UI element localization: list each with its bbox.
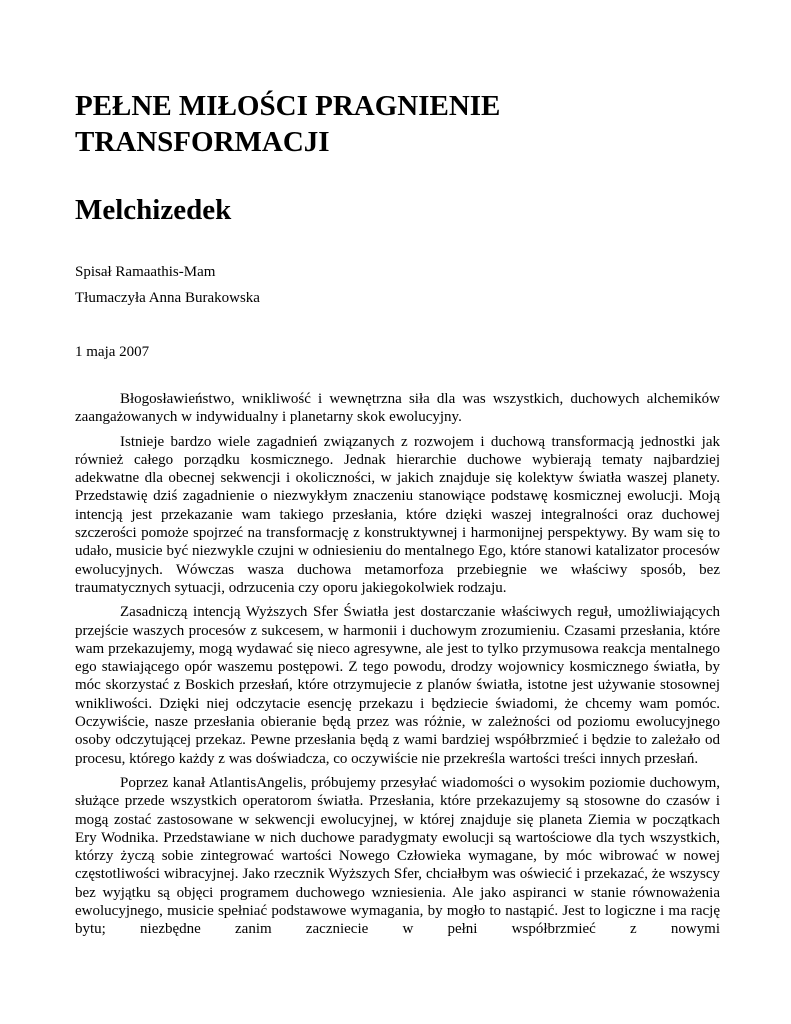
- paragraph-4: Poprzez kanał AtlantisAngelis, próbujemy przesyłać wiadomości o wysokim poziomie duchowym, służące przede wszystkich operatorom światła. Przesłania, które przekazujemy są stosowne do czasów i mogą zostać zastosowane w sekwencji ewolucyjnej, w której znajduje się planeta Ziemia w początkach Ery Wodnika. Przedstawiane w nich duchowe paradygmaty ewolucji są wartościowe dla tych wszystkich, którzy życzą sobie zintegrować wartości Nowego Człowieka wymagane, by móc wibrować w nowej częstotliwości wibracyjnej. Jako rzecznik Wyższych Sfer, chciałbym was oświecić i przekazać, że wszyscy bez wyjątku są objęci programem duchowego wzniesienia. Ale jako aspiranci w stanie równoważenia ewolucyjnego, musicie spełniać podstawowe wymagania, by mogło to nastąpić. Jest to logiczne i ma rację bytu; niezbędne zanim zaczniecie w pełni współbrzmieć z nowymi: [75, 774, 720, 938]
- document-subtitle: Melchizedek: [75, 194, 232, 226]
- document-title: PEŁNE MIŁOŚCI PRAGNIENIE TRANSFORMACJI: [75, 90, 501, 158]
- author-line: Spisał Ramaathis-Mam: [75, 264, 216, 280]
- paragraph-1: Błogosławieństwo, wnikliwość i wewnętrzna siła dla was wszystkich, duchowych alchemików zaangażowanych w indywidualny i planetarny skok ewolucyjny.: [75, 391, 720, 426]
- paragraph-3: Zasadniczą intencją Wyższych Sfer Światła jest dostarczanie właściwych reguł, umożliwiających przejście waszych procesów z sukcesem, w harmonii i duchowym zrozumieniu. Czasami przesłania, które wam przekazujemy, mogą wydawać się nieco agresywne, ale jest to tylko przymusowa reakcja mentalnego ego stawiającego opór waszemu postępowi. Z tego powodu, drodzy wojownicy kosmicznego światła, by móc skorzystać z Boskich przesłań, które otrzymujecie z planów światła, istotne jest używanie stosownej wnikliwości. Dzięki niej odczytacie esencję przekazu i będziecie świadomi, że chcemy wam pomóc. Oczywiście, nasze przesłania obieranie będą przez was różnie, w zależności od poziomu ewolucyjnego osoby odczytującej przekaz. Pewne przesłania będą z wami bardziej współbrzmieć i będzie to zależało od procesu, którego każdy z was doświadcza, co oczywiście nie przekreśla wartości treści innych przesłań.: [75, 604, 720, 767]
- document-date: 1 maja 2007: [75, 344, 150, 360]
- translator-line: Tłumaczyła Anna Burakowska: [75, 290, 260, 306]
- document-body: [75, 390, 720, 945]
- paragraph-2: Istnieje bardzo wiele zagadnień związanych z rozwojem i duchową transformacją jednostki jak również całego porządku kosmicznego. Jednak hierarchie duchowe wybierają tematy najbardziej adekwatne dla obecnej sekwencji i okoliczności, w jakich znajduje się kolektyw światła waszej planety. Przedstawię dziś zagadnienie o niezwykłym znaczeniu stanowiące podstawę kosmicznej ewolucji. Moją intencją jest przekazanie wam takiego przesłania, które dzięki waszej integralności oraz duchowej szczerości pomoże spojrzeć na transformację z konstruktywnej i harmonijnej perspektywy. By wam się to udało, musicie być niezwykle czujni w odniesieniu do mentalnego Ego, które stanowi katalizator procesów ewolucyjnych. Wówczas wasza duchowa metamorfoza przebiegnie we właściwy sposób, bez traumatycznych sytuacji, odrzucenia czy oporu jakiegokolwiek rodzaju.: [75, 433, 720, 596]
